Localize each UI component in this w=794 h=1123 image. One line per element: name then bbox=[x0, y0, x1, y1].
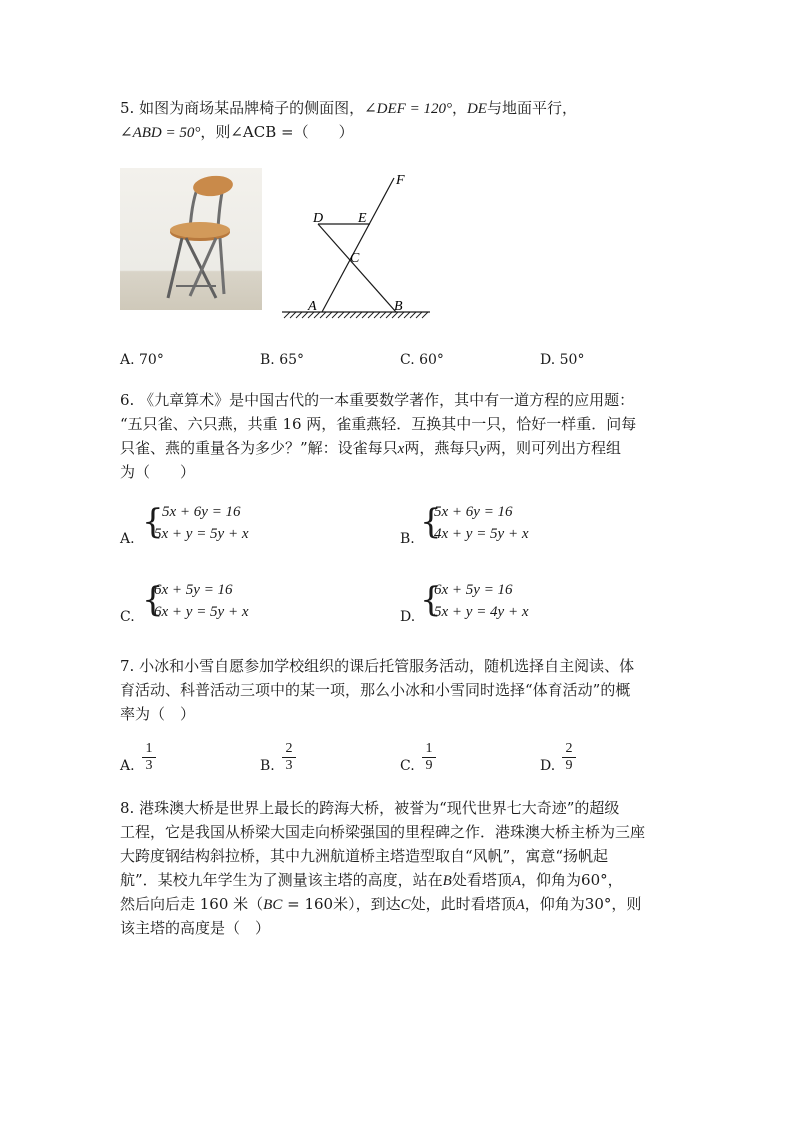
label-e: E bbox=[358, 211, 367, 226]
q6-line3-text: 只雀、燕的重量各为多少？”解：设雀每只 bbox=[120, 439, 398, 457]
q6-line2: “五只雀、六只燕，共重 16 两，雀重燕轻．互换其中一只，恰好一样重．问每 bbox=[120, 415, 637, 433]
q8-line5 bbox=[120, 892, 641, 917]
label-b: B bbox=[394, 299, 403, 314]
q6-var-x: x bbox=[397, 441, 405, 457]
denominator: 9 bbox=[425, 758, 433, 773]
q6-line4: 为（ ） bbox=[120, 463, 196, 481]
q7-line1: 7. 小冰和小雪自愿参加学校组织的课后托管服务活动，随机选择自主阅读、体 bbox=[120, 657, 635, 675]
q7-option-d-label: D. bbox=[540, 758, 556, 774]
denominator: 3 bbox=[145, 758, 153, 773]
q8-point-c: C bbox=[400, 897, 411, 913]
q7-line2: 育活动、科普活动三项中的某一项，那么小冰和小雪同时选择“体育活动”的概 bbox=[120, 681, 631, 699]
q6-line3-text3: 两，则可列出方程组 bbox=[486, 439, 622, 457]
numerator: 2 bbox=[285, 741, 293, 756]
q6-option-d-label: D. bbox=[400, 609, 416, 625]
q8-line5-text3: 处，此时看塔顶 bbox=[410, 895, 516, 913]
q7-option-d-fraction bbox=[562, 742, 576, 773]
q5-comma: ， bbox=[451, 99, 467, 117]
brace-icon: { bbox=[142, 502, 164, 542]
q5-text: 5. 如图为商场某品牌椅子的侧面图， bbox=[120, 99, 365, 117]
brace-icon: { bbox=[420, 580, 442, 620]
q8-line1: 8. 港珠澳大桥是世界上最长的跨海大桥，被誉为“现代世界七大奇迹”的超级 bbox=[120, 799, 620, 817]
q6-option-c-eq2: 6x + y = 5y + x bbox=[154, 604, 249, 620]
q8-line3: 大跨度钢结构斜拉桥，其中九洲航道桥主塔造型取自“风帆”，寓意“扬帆起 bbox=[120, 847, 609, 865]
denominator: 3 bbox=[285, 758, 293, 773]
q5-option-a[interactable]: A. 70° bbox=[120, 352, 164, 368]
q8-line4-text2: 处看塔顶 bbox=[451, 871, 512, 889]
q6-option-b-eq1: 5x + 6y = 16 bbox=[434, 504, 513, 520]
q8-line4-text: 航”．某校九年学生为了测量该主塔的高度，站在 bbox=[120, 871, 443, 889]
brace-icon: { bbox=[142, 580, 164, 620]
q5-text-suffix: 与地面平行， bbox=[486, 99, 577, 117]
q6-option-a-eq1: 5x + 6y = 16 bbox=[162, 504, 241, 520]
q7-option-a-fraction bbox=[142, 742, 156, 773]
q6-option-c-label: C. bbox=[120, 609, 135, 625]
q7-option-c-fraction bbox=[422, 742, 436, 773]
numerator: 2 bbox=[565, 741, 573, 756]
q5-question: ，则∠ACB =（ ） bbox=[200, 123, 354, 141]
q7-option-c-label: C. bbox=[400, 758, 415, 774]
q8-line5-text2: = 160米），到达 bbox=[282, 895, 401, 913]
q8-line5-text: 然后向后走 160 米（ bbox=[120, 895, 264, 913]
q6-var-y: y bbox=[479, 441, 487, 457]
label-d: D bbox=[313, 211, 324, 226]
chair-photo bbox=[120, 168, 262, 310]
q6-option-a-label: A. bbox=[120, 531, 135, 547]
q5-line1 bbox=[120, 96, 577, 121]
q8-line2: 工程，它是我国从桥梁大国走向桥梁强国的里程碑之作．港珠澳大桥主桥为三座 bbox=[120, 823, 646, 841]
q5-angle-def: ∠DEF = 120° bbox=[364, 101, 452, 117]
geometry-figure bbox=[276, 168, 436, 324]
q6-option-b-label: B. bbox=[400, 531, 415, 547]
q5-option-b[interactable]: B. 65° bbox=[260, 352, 305, 368]
q8-point-a: A bbox=[511, 873, 522, 889]
q6-option-a-eq2: 5x + y = 5y + x bbox=[154, 526, 249, 542]
q6-line1: 6. 《九章算术》是中国古代的一本重要数学著作，其中有一道方程的应用题： bbox=[120, 391, 635, 409]
q7-option-a-label: A. bbox=[120, 758, 135, 774]
q6-option-d-eq1: 6x + 5y = 16 bbox=[434, 582, 513, 598]
q6-line3 bbox=[120, 436, 621, 461]
q7-line3: 率为（ ） bbox=[120, 705, 196, 723]
q7-option-b-label: B. bbox=[260, 758, 275, 774]
q8-line4 bbox=[120, 868, 623, 893]
q5-angle-abd: ∠ABD = 50° bbox=[120, 125, 201, 141]
q8-line4-text3: ，仰角为60°， bbox=[521, 871, 623, 889]
q5-option-c[interactable]: C. 60° bbox=[400, 352, 444, 368]
numerator: 1 bbox=[425, 741, 433, 756]
brace-icon: { bbox=[420, 502, 442, 542]
q8-line6: 该主塔的高度是（ ） bbox=[120, 919, 271, 937]
label-c: C bbox=[350, 251, 360, 266]
numerator: 1 bbox=[145, 741, 153, 756]
q5-de: DE bbox=[466, 101, 487, 117]
q7-option-b-fraction bbox=[282, 742, 296, 773]
denominator: 9 bbox=[565, 758, 573, 773]
q5-option-d[interactable]: D. 50° bbox=[540, 352, 585, 368]
label-a: A bbox=[308, 299, 317, 314]
label-f: F bbox=[396, 173, 405, 188]
q5-line2 bbox=[120, 120, 354, 145]
q6-option-d-eq2: 5x + y = 4y + x bbox=[434, 604, 529, 620]
q6-line3-text2: 两，燕每只 bbox=[404, 439, 480, 457]
q8-point-b: B bbox=[442, 873, 452, 889]
q6-option-b-eq2: 4x + y = 5y + x bbox=[434, 526, 529, 542]
q8-segment-bc: BC bbox=[263, 897, 283, 913]
q8-point-a2: A bbox=[515, 897, 525, 913]
q6-option-c-eq1: 6x + 5y = 16 bbox=[154, 582, 233, 598]
q8-line5-text4: ，仰角为30°，则 bbox=[524, 895, 642, 913]
